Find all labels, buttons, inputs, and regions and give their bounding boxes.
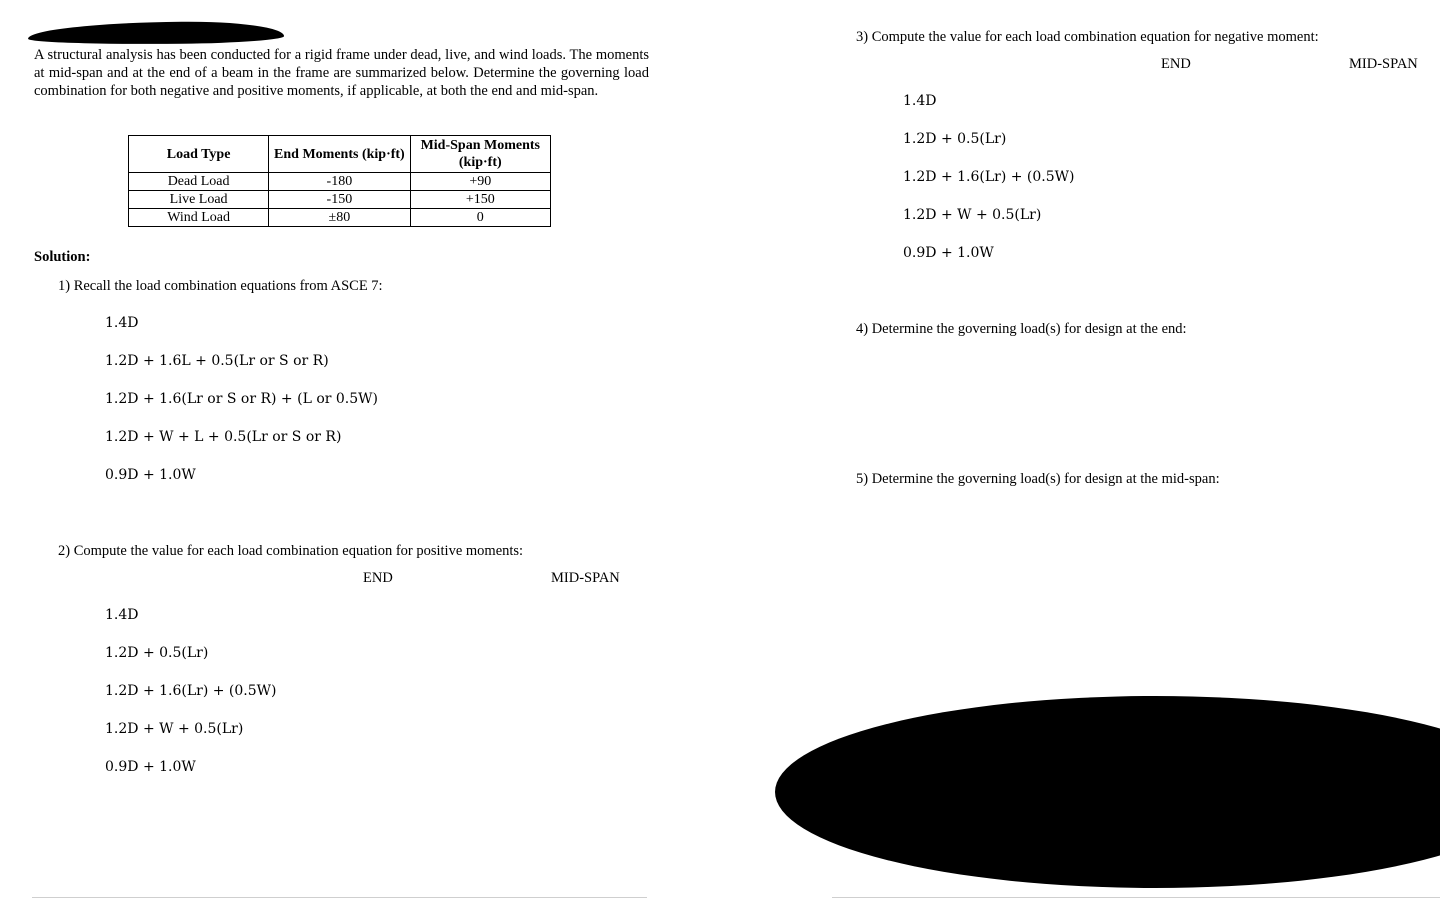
step2-col-end: END bbox=[363, 570, 393, 586]
page-bottom-rule-left bbox=[32, 897, 647, 898]
table-cell: ±80 bbox=[269, 209, 410, 227]
table-header-load-type: Load Type bbox=[129, 136, 269, 173]
table-row bbox=[129, 209, 551, 227]
page-bottom-rule-right bbox=[832, 897, 1440, 898]
step2-equation: 0.9D + 1.0W bbox=[105, 759, 196, 775]
table-header-midspan-moments: Mid-Span Moments (kip·ft) bbox=[410, 136, 550, 173]
step3-equation: 1.2D + 1.6(Lr) + (0.5W) bbox=[903, 169, 1075, 185]
step3-col-midspan: MID-SPAN bbox=[1349, 56, 1418, 72]
step3-equation: 1.2D + W + 0.5(Lr) bbox=[903, 207, 1042, 223]
step1-equation: 0.9D + 1.0W bbox=[105, 467, 196, 483]
step2-equation: 1.2D + 1.6(Lr) + (0.5W) bbox=[105, 683, 277, 699]
table-cell: -150 bbox=[269, 191, 410, 209]
step3-col-end: END bbox=[1161, 56, 1191, 72]
step3-equation: 1.4D bbox=[903, 93, 937, 109]
step1-equation: 1.2D + 1.6L + 0.5(Lr or S or R) bbox=[105, 353, 329, 369]
table-cell: 0 bbox=[410, 209, 550, 227]
table-header-row bbox=[129, 136, 551, 173]
table-row bbox=[129, 173, 551, 191]
step2-equation: 1.2D + 0.5(Lr) bbox=[105, 645, 209, 661]
solution-heading: Solution: bbox=[34, 249, 91, 265]
step1-label: 1) Recall the load combination equations from ASCE 7: bbox=[58, 278, 383, 294]
table-cell: +90 bbox=[410, 173, 550, 191]
table-cell: -180 bbox=[269, 173, 410, 191]
step3-equation: 0.9D + 1.0W bbox=[903, 245, 994, 261]
table-cell: Wind Load bbox=[129, 209, 269, 227]
table-cell: Dead Load bbox=[129, 173, 269, 191]
table-header-end-moments: End Moments (kip·ft) bbox=[269, 136, 410, 173]
moments-table bbox=[128, 135, 551, 227]
step1-equation: 1.4D bbox=[105, 315, 139, 331]
problem-statement: A structural analysis has been conducted for a rigid frame under dead, live, and wind loads. The moments at mid-span and at the end of a beam in the frame are summarized below. Determine the governing load combination for both negative and positive moments, if applicable, at both the end and mid-span. bbox=[34, 47, 649, 99]
step5-label: 5) Determine the governing load(s) for design at the mid-span: bbox=[856, 471, 1220, 487]
step1-equation: 1.2D + 1.6(Lr or S or R) + (L or 0.5W) bbox=[105, 391, 378, 407]
step2-equation: 1.2D + W + 0.5(Lr) bbox=[105, 721, 244, 737]
step1-equation: 1.2D + W + L + 0.5(Lr or S or R) bbox=[105, 429, 342, 445]
redaction-mark-top bbox=[28, 21, 284, 46]
redaction-mark-oval bbox=[775, 696, 1440, 888]
step3-label: 3) Compute the value for each load combination equation for negative moment: bbox=[856, 29, 1319, 45]
step2-equation: 1.4D bbox=[105, 607, 139, 623]
step3-equation: 1.2D + 0.5(Lr) bbox=[903, 131, 1007, 147]
step2-label: 2) Compute the value for each load combination equation for positive moments: bbox=[58, 543, 524, 559]
table-cell: +150 bbox=[410, 191, 550, 209]
table-row bbox=[129, 191, 551, 209]
table-cell: Live Load bbox=[129, 191, 269, 209]
step2-col-midspan: MID-SPAN bbox=[551, 570, 620, 586]
step4-label: 4) Determine the governing load(s) for design at the end: bbox=[856, 321, 1187, 337]
